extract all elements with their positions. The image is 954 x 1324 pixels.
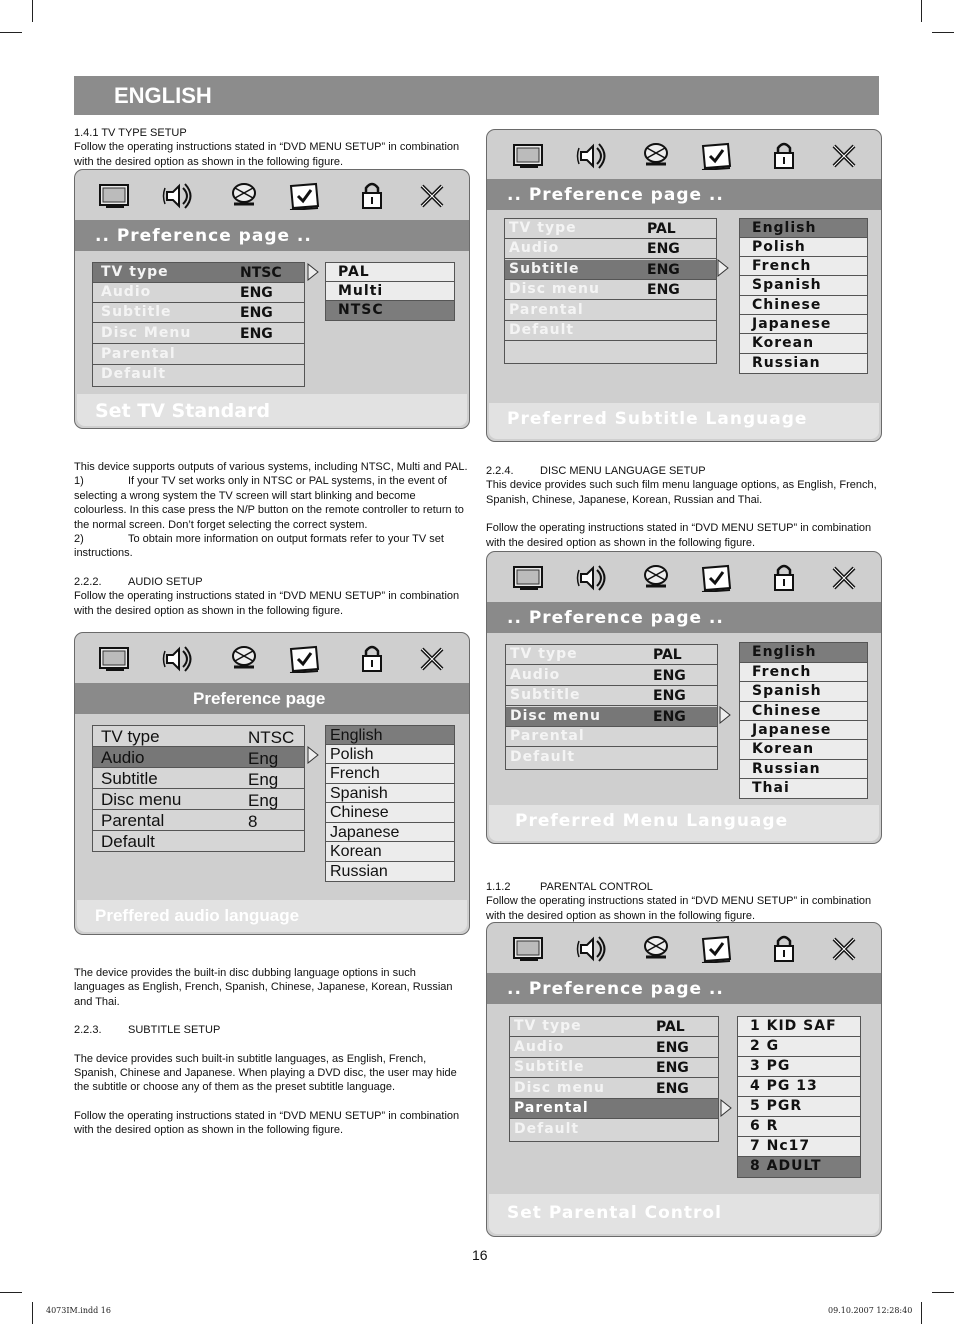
parental-text (486, 880, 878, 923)
menu-row-default[interactable]: Default (505, 321, 716, 341)
icon-bar (487, 923, 881, 973)
menu-row-audio[interactable]: Audio ENG (510, 1038, 718, 1058)
page-number: 16 (472, 1247, 488, 1263)
menu-row-subtitle[interactable]: Subtitle Eng (93, 768, 304, 789)
close-icon[interactable] (827, 140, 861, 170)
lock-icon[interactable] (355, 643, 389, 673)
arrow-icon (717, 259, 729, 277)
preference-bar (75, 220, 469, 251)
menu-row-disc-menu[interactable]: Disc menu Eng (93, 789, 304, 810)
preference-bar (75, 683, 469, 714)
menu-row-parental[interactable]: Parental (505, 301, 716, 321)
disc-text (486, 464, 878, 550)
status-bar (489, 805, 879, 841)
page-title: ENGLISH (114, 83, 212, 108)
option-item[interactable]: Thai (752, 780, 790, 796)
status-text: Preffered audio language (95, 906, 300, 925)
list-number: 1) (74, 475, 84, 488)
audio-icon[interactable] (162, 180, 196, 210)
lock-icon[interactable] (767, 562, 801, 592)
section-number: 2.2.3. (74, 1024, 102, 1037)
menu-row-audio[interactable]: Audio ENG (506, 666, 717, 686)
option-item[interactable]: English (740, 643, 867, 663)
section-number: 1.1.2 (486, 881, 511, 893)
paragraph: If your TV set works only in NTSC or PAL systems, in the event of selecting a wrong system the TV screen will start blinking and become colourless. In this case press the N/P button on the remote controller to return to the normal screen. Don’t forget selecting the correct system. (74, 475, 464, 531)
option-item[interactable]: Korean (740, 334, 867, 354)
option-item[interactable]: Spanish (326, 784, 454, 803)
paragraph: To obtain more information on output formats refer to your TV set instructions. (74, 533, 444, 560)
menu-row-default[interactable]: Default (510, 749, 576, 765)
status-text: Set TV Standard (95, 400, 271, 422)
close-icon[interactable] (827, 562, 861, 592)
settings-list (509, 1016, 719, 1142)
menu-row-parental[interactable]: Parental (510, 1099, 718, 1119)
preference-title: .. Preference page .. (507, 608, 724, 628)
status-bar (489, 1194, 879, 1234)
option-item[interactable]: 7 Nc17 (738, 1137, 860, 1157)
option-item[interactable]: English (326, 726, 454, 745)
icon-bar (487, 552, 881, 602)
menu-row-disc-menu[interactable]: Disc menu ENG (510, 1079, 718, 1099)
section-number: 2.2.2. (74, 575, 102, 588)
menu-row-subtitle[interactable]: Subtitle ENG (510, 1058, 718, 1078)
option-list (739, 218, 868, 374)
option-item[interactable]: 6 R (738, 1117, 860, 1137)
close-icon[interactable] (415, 643, 449, 673)
preference-icon[interactable] (699, 933, 733, 963)
status-bar (77, 900, 467, 932)
parental-control-screen (486, 922, 882, 1237)
list-number: 2) (74, 533, 84, 546)
menu-row-subtitle[interactable]: Subtitle ENG (505, 260, 716, 280)
menu-row-default[interactable]: Default (514, 1121, 580, 1137)
subtitle-icon[interactable] (639, 933, 673, 963)
tv-info-text (74, 460, 468, 618)
preference-title: .. Preference page .. (95, 226, 312, 246)
paragraph: The device provides the built-in disc dubbing language options in such languages as English, French, Spanish, Chinese, Japanese, Korean, Russian and Thai. (74, 967, 453, 1008)
section-heading: SUBTITLE SETUP (128, 1024, 221, 1037)
paragraph: Follow the operating instructions stated in “DVD MENU SETUP” in combination with the desired option as shown in the following figure. (486, 895, 872, 922)
subtitle-icon[interactable] (639, 562, 673, 592)
icon-bar (75, 170, 469, 220)
settings-list (505, 644, 718, 770)
preference-title: .. Preference page .. (507, 979, 724, 999)
subtitle-icon[interactable] (227, 180, 261, 210)
option-list (739, 642, 868, 799)
option-item[interactable]: Polish (740, 238, 867, 257)
preference-bar (487, 602, 881, 633)
tv-standard-screen (74, 169, 470, 429)
menu-row-audio[interactable]: Audio ENG (93, 283, 304, 303)
icon-bar (487, 130, 881, 180)
option-item[interactable]: Japanese (740, 721, 867, 740)
tv-icon[interactable] (97, 180, 131, 210)
option-item[interactable]: 5 PGR (738, 1097, 860, 1117)
tv-icon[interactable] (97, 643, 131, 673)
option-item[interactable]: 2 G (738, 1037, 860, 1057)
section-heading: AUDIO SETUP (128, 575, 203, 588)
menu-row-audio[interactable]: Audio Eng (93, 747, 304, 768)
preference-icon[interactable] (699, 562, 733, 592)
option-item[interactable]: English (740, 219, 867, 238)
option-item[interactable]: Japanese (326, 823, 454, 842)
option-item[interactable]: Chinese (740, 296, 867, 315)
option-item[interactable]: 1 KID SAF (738, 1017, 860, 1037)
close-icon[interactable] (415, 180, 449, 210)
status-bar (77, 394, 467, 426)
icon-bar (75, 633, 469, 683)
option-item[interactable]: 8 ADULT (738, 1157, 860, 1177)
status-bar (489, 403, 879, 439)
menu-row-audio[interactable]: Audio ENG (505, 239, 716, 259)
audio-language-screen (74, 632, 470, 935)
option-item[interactable]: 3 PG (738, 1057, 860, 1077)
option-item[interactable]: Korean (326, 842, 454, 862)
settings-list (92, 262, 305, 387)
audio-info-text (74, 966, 468, 1138)
menu-row-parental[interactable]: Parental (506, 727, 717, 747)
tv-icon[interactable] (511, 562, 545, 592)
audio-icon[interactable] (576, 933, 610, 963)
preference-title: .. Preference page .. (507, 185, 724, 205)
preference-icon[interactable] (287, 180, 321, 210)
preference-bar (487, 973, 881, 1004)
lock-icon[interactable] (767, 933, 801, 963)
section-heading: DISC MENU LANGUAGE SETUP (540, 465, 706, 477)
lock-icon[interactable] (355, 180, 389, 210)
option-item[interactable]: Spanish (740, 682, 867, 702)
lock-icon[interactable] (767, 140, 801, 170)
preference-bar (487, 179, 881, 210)
arrow-icon (720, 1099, 732, 1117)
menu-row-parental[interactable]: Parental (93, 345, 304, 365)
menu-row-tv-type[interactable]: TV type NTSC (93, 263, 304, 283)
menu-row-subtitle[interactable]: Subtitle ENG (506, 686, 717, 706)
header-bar (74, 76, 879, 115)
menu-language-screen (486, 551, 882, 844)
paragraph: Follow the operating instructions stated in “DVD MENU SETUP” in combination with the desired option as shown in the following figure. (74, 590, 460, 617)
menu-row-parental[interactable]: Parental 8 (93, 810, 304, 831)
paragraph: Follow the operating instructions stated in “DVD MENU SETUP” in combination with the desired option as shown in the following figure. (74, 141, 460, 168)
section-heading: 1.4.1 TV TYPE SETUP (74, 127, 187, 139)
option-item[interactable]: Russian (752, 355, 821, 371)
audio-icon[interactable] (576, 562, 610, 592)
subtitle-icon[interactable] (639, 140, 673, 170)
paragraph: This device supports outputs of various systems, including NTSC, Multi and PAL. (74, 461, 468, 473)
option-item[interactable]: NTSC (326, 301, 454, 320)
menu-row-tv-type[interactable]: TV type PAL (505, 219, 716, 239)
option-list (737, 1016, 861, 1178)
option-item[interactable]: French (740, 663, 867, 682)
option-item[interactable]: French (740, 257, 867, 276)
settings-list (504, 218, 717, 364)
settings-list (92, 725, 305, 852)
option-item[interactable]: Spanish (740, 276, 867, 296)
option-item[interactable]: Russian (330, 863, 388, 880)
option-item[interactable]: PAL (326, 263, 454, 282)
option-item[interactable]: Chinese (326, 803, 454, 823)
section-heading: PARENTAL CONTROL (540, 881, 653, 893)
status-text: Preferred Subtitle Language (507, 409, 808, 429)
option-item[interactable]: French (326, 764, 454, 784)
arrow-icon (307, 263, 319, 281)
status-text: Preferred Menu Language (515, 811, 789, 831)
option-item[interactable]: Japanese (740, 315, 867, 334)
footer-timestamp: 09.10.2007 12:28:40 (828, 1306, 913, 1315)
option-item[interactable]: Chinese (740, 702, 867, 721)
menu-row-tv-type[interactable]: TV type PAL (506, 645, 717, 665)
menu-row-disc-menu[interactable]: Disc menu ENG (506, 707, 717, 727)
audio-icon[interactable] (576, 140, 610, 170)
arrow-icon (307, 746, 319, 764)
menu-row-default[interactable]: Default (101, 832, 155, 851)
menu-row-tv-type[interactable]: TV type PAL (510, 1017, 718, 1037)
subtitle-language-screen (486, 129, 882, 442)
paragraph: Follow the operating instructions stated in “DVD MENU SETUP” in combination with the desired option as shown in the following figure. (74, 1109, 460, 1137)
option-item[interactable]: Polish (326, 745, 454, 764)
menu-row-empty (505, 342, 716, 362)
arrow-icon (719, 706, 731, 724)
tv-icon[interactable] (511, 933, 545, 963)
subtitle-icon[interactable] (227, 643, 261, 673)
menu-row-tv-type[interactable]: TV type NTSC (93, 726, 304, 747)
preference-title: Preference page (193, 689, 326, 708)
status-text: Set Parental Control (507, 1203, 722, 1223)
option-list (325, 262, 455, 321)
tv-icon[interactable] (511, 140, 545, 170)
paragraph: This device provides such such film menu language options, as English, French, Spanish, Chinese, Japanese, Korean, Russian and Thai. (486, 479, 877, 506)
option-item[interactable]: 4 PG 13 (738, 1077, 860, 1097)
audio-icon[interactable] (162, 643, 196, 673)
section-number: 2.2.4. (486, 465, 514, 477)
close-icon[interactable] (827, 933, 861, 963)
tv-type-text (74, 126, 469, 169)
paragraph: Follow the operating instructions stated in “DVD MENU SETUP” in combination with the desired option as shown in the following figure. (486, 522, 872, 549)
menu-row-subtitle[interactable]: Subtitle ENG (93, 303, 304, 323)
menu-row-disc-menu[interactable]: Disc menu ENG (505, 280, 716, 300)
option-item[interactable]: Multi (326, 282, 454, 301)
option-item[interactable]: Korean (740, 740, 867, 760)
option-item[interactable]: Russian (740, 760, 867, 779)
preference-icon[interactable] (699, 140, 733, 170)
paragraph: The device provides such built-in subtitle languages, as English, French, Spanish, Chinese and Japanese. When playing a DVD disc, the user may hide the subtitle or choose any of them as the preset subtitle language. (74, 1052, 457, 1094)
menu-row-disc-menu[interactable]: Disc Menu ENG (93, 324, 304, 344)
preference-icon[interactable] (287, 643, 321, 673)
footer-file: 4073IM.indd 16 (46, 1306, 111, 1315)
menu-row-default[interactable]: Default (101, 366, 167, 382)
option-list (325, 725, 455, 882)
